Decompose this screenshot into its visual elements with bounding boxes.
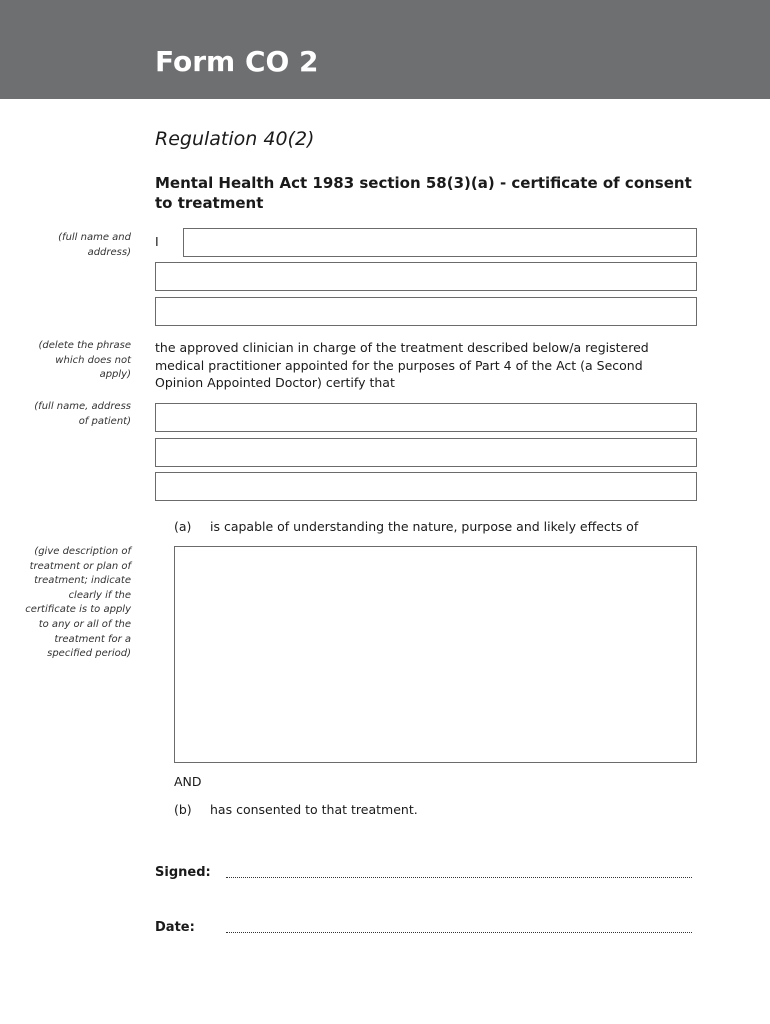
act-heading: Mental Health Act 1983 section 58(3)(a) - certificate of consent to treatment — [155, 174, 692, 212]
and-label: AND — [174, 774, 202, 789]
side-note-patient: (full name, address of patient) — [34, 401, 131, 427]
practitioner-name-field-3[interactable] — [155, 297, 697, 326]
side-note-name-address: (full name and address) — [58, 232, 131, 258]
form-title: Form CO 2 — [155, 45, 319, 78]
side-note-treatment-description: (give description of treatment or plan of treatment; indicate clearly if the certificate is to apply to any or all of the treatment for a specified period) — [25, 546, 131, 660]
treatment-description-field[interactable] — [174, 546, 697, 763]
patient-details-field-1[interactable] — [155, 403, 697, 432]
practitioner-name-field-2[interactable] — [155, 262, 697, 291]
date-line[interactable] — [226, 932, 692, 933]
item-a-text: is capable of understanding the nature, purpose and likely effects of — [210, 519, 639, 534]
signed-label: Signed: — [155, 865, 211, 880]
clinician-statement: the approved clinician in charge of the treatment described below/a registered medical practitioner appointed for the purposes of Part 4 of the Act (a Second Opinion Appointed Doctor) certify that — [155, 340, 649, 390]
item-a-marker: (a) — [174, 519, 192, 534]
signature-line[interactable] — [226, 877, 692, 878]
header-bar — [0, 0, 770, 99]
practitioner-name-field-1[interactable] — [183, 228, 697, 257]
date-label: Date: — [155, 920, 195, 935]
patient-details-field-3[interactable] — [155, 472, 697, 501]
first-person-label: I — [155, 234, 159, 249]
patient-details-field-2[interactable] — [155, 438, 697, 467]
item-b-text: has consented to that treatment. — [210, 802, 418, 817]
side-note-delete-phrase: (delete the phrase which does not apply) — [38, 340, 131, 381]
item-b-marker: (b) — [174, 802, 192, 817]
regulation-reference: Regulation 40(2) — [155, 128, 315, 150]
